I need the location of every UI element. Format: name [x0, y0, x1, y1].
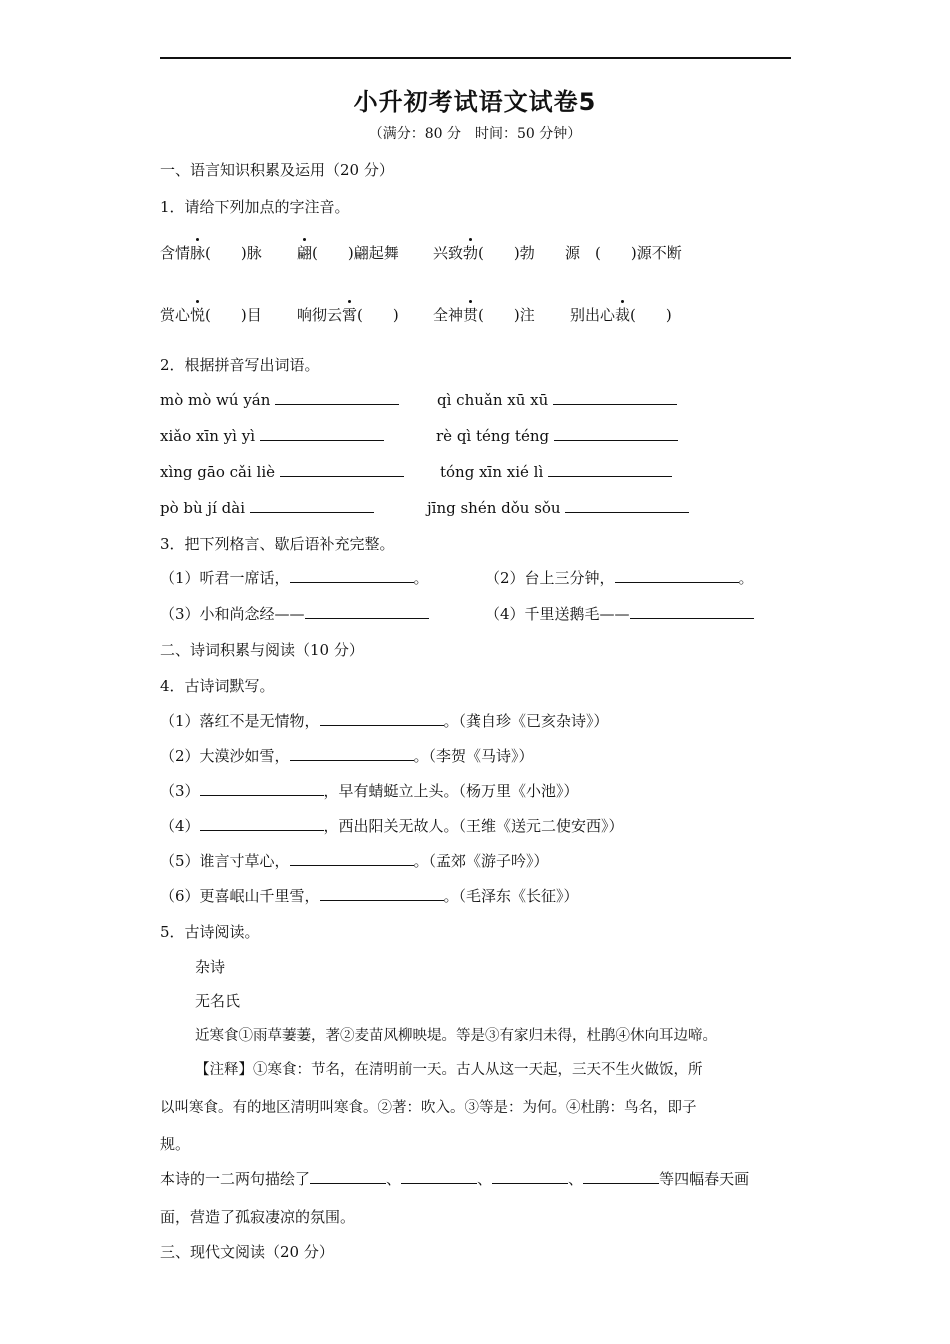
q1-prompt: 1．请给下列加点的字注音。 — [160, 198, 350, 216]
exam-meta: （满分：80 分 时间：50 分钟） — [368, 126, 582, 142]
poem-recall-item: （4） ，西出阳关无故人。（王维《送元二使安西》） — [160, 817, 624, 835]
q4-prompt: 4．古诗词默写。 — [160, 677, 275, 695]
q5-prompt: 5．古诗阅读。 — [160, 923, 260, 941]
top-rule — [160, 57, 791, 59]
poem-recall-item: （5）谁言寸草心， 。（孟郊《游子吟》） — [160, 852, 549, 870]
poem-note: 规。 — [160, 1135, 191, 1153]
q1-item: 兴致勃( )勃 — [433, 244, 535, 262]
proverb-item: （4）千里送鹅毛—— — [485, 604, 754, 624]
poem-note: 【注释】①寒食：节名，在清明前一天。古人从这一天起，三天不生火做饭，所 — [195, 1062, 703, 1078]
poem-author: 无名氏 — [195, 992, 241, 1010]
page-title: 小升初考试语文试卷5 — [353, 88, 597, 116]
pinyin-item: pò bù jí dài — [160, 498, 374, 518]
proverb-item: （2）台上三分钟， 。 — [485, 569, 754, 587]
q2-prompt: 2．根据拼音写出词语。 — [160, 356, 320, 374]
q5-question: 本诗的一二两句描绘了 、 、 、 等四幅春天画 — [160, 1170, 750, 1188]
q1-item: 源 ( )源不断 — [565, 244, 682, 262]
q1-item: 赏心悦( )目 — [160, 306, 262, 324]
poem-recall-item: （1）落红不是无情物， 。（龚自珍《已亥杂诗》） — [160, 712, 609, 730]
q1-item: 全神贯( )注 — [433, 306, 535, 324]
pinyin-item: jīng shén dǒu sǒu — [427, 498, 689, 518]
poem-recall-item: （2）大漠沙如雪， 。（李贺《马诗》） — [160, 747, 534, 765]
section-3-heading: 三、现代文阅读（20 分） — [160, 1243, 334, 1261]
section-2-heading: 二、诗词积累与阅读（10 分） — [160, 641, 364, 659]
poem-recall-item: （6）更喜岷山千里雪， 。（毛泽东《长征》） — [160, 887, 579, 905]
q1-item: 响彻云霄( ) — [297, 306, 399, 324]
pinyin-item: rè qì téng téng — [436, 426, 678, 446]
section-1-heading: 一、语言知识积累及运用（20 分） — [160, 161, 394, 179]
pinyin-item: xìng gāo cǎi liè — [160, 462, 404, 482]
pinyin-item: xiǎo xīn yì yì — [160, 426, 384, 446]
pinyin-item: mò mò wú yán — [160, 390, 399, 410]
q1-item: 翩( )翩起舞 — [297, 244, 399, 262]
poem-recall-item: （3） ，早有蜻蜓立上头。（杨万里《小池》） — [160, 782, 579, 800]
q1-item: 别出心裁( ) — [570, 306, 672, 324]
proverb-item: （3）小和尚念经—— — [160, 604, 429, 624]
q1-item: 含情脉( )脉 — [160, 244, 262, 262]
poem-text: 近寒食①雨草萋萋，著②麦苗风柳映堤。等是③有家归未得，杜鹃④休向耳边啼。 — [195, 1028, 717, 1044]
pinyin-item: tóng xīn xié lì — [440, 462, 672, 482]
pinyin-item: qì chuǎn xū xū — [437, 390, 677, 410]
poem-title: 杂诗 — [195, 958, 226, 976]
poem-note: 以叫寒食。有的地区清明叫寒食。②著：吹入。③等是：为何。④杜鹃：鸟名，即子 — [160, 1100, 697, 1116]
q3-prompt: 3．把下列格言、歇后语补充完整。 — [160, 535, 395, 553]
proverb-item: （1）听君一席话， 。 — [160, 569, 429, 587]
q5-question-cont: 面，营造了孤寂凄凉的氛围。 — [160, 1208, 356, 1226]
